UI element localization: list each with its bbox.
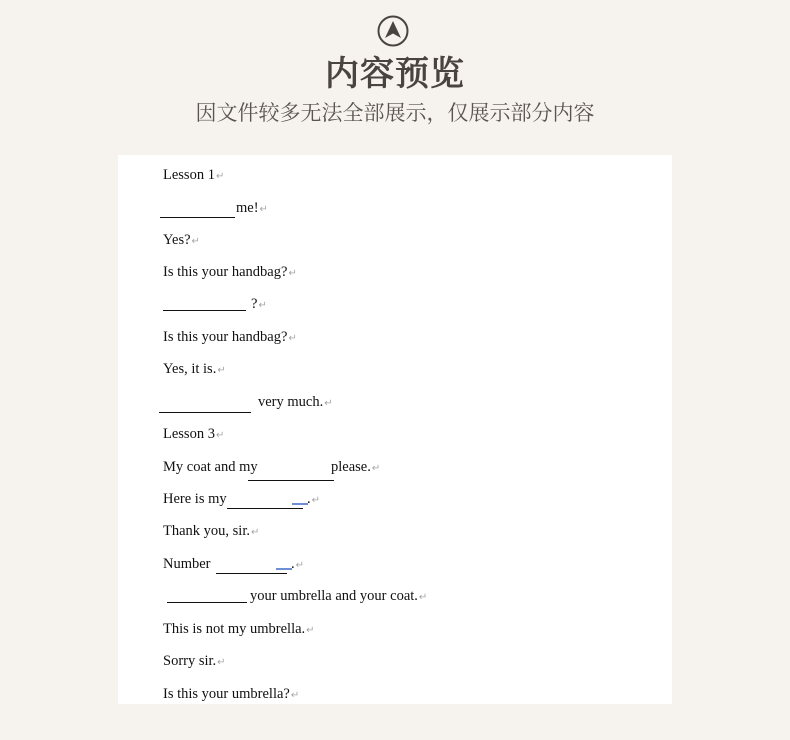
line-text: your umbrella and your coat. bbox=[250, 588, 418, 604]
page-title: 内容预览 bbox=[325, 54, 465, 94]
paragraph-mark-icon: ↵ bbox=[288, 268, 297, 279]
fill-blank bbox=[159, 412, 251, 413]
paragraph-mark-icon: ↵ bbox=[258, 300, 267, 311]
paragraph-mark-icon: ↵ bbox=[311, 495, 321, 506]
line-text: . bbox=[291, 556, 295, 572]
fill-blank bbox=[216, 573, 287, 574]
line-text: Thank you, sir. bbox=[163, 523, 250, 539]
line-text: ? bbox=[251, 296, 258, 312]
paragraph-mark-icon: ↵ bbox=[288, 333, 297, 344]
line-text: Yes? bbox=[163, 232, 191, 248]
spellcheck-mark bbox=[276, 568, 292, 570]
page-subtitle: 因文件较多无法全部展示，仅展示部分内容 bbox=[195, 101, 595, 125]
line-text: Sorry sir. bbox=[163, 653, 217, 669]
line-text: Is this your handbag? bbox=[163, 329, 288, 345]
fill-blank bbox=[167, 602, 247, 603]
paragraph-mark-icon: ↵ bbox=[191, 236, 200, 247]
line-text: very much. bbox=[258, 394, 324, 410]
line-text: Lesson 3 bbox=[163, 426, 215, 442]
line-text: . bbox=[307, 491, 311, 507]
line-text: me! bbox=[236, 200, 259, 216]
line-text: Here is my bbox=[163, 491, 227, 507]
line-text: Yes, it is. bbox=[163, 361, 217, 377]
paragraph-mark-icon: ↵ bbox=[251, 527, 260, 538]
paragraph-mark-icon: ↵ bbox=[259, 204, 268, 215]
line-text: Is this your umbrella? bbox=[163, 686, 290, 702]
line-text: Is this your handbag? bbox=[163, 264, 288, 280]
paragraph-mark-icon: ↵ bbox=[217, 365, 226, 376]
paragraph-mark-icon: ↵ bbox=[295, 560, 305, 571]
paragraph-mark-icon: ↵ bbox=[215, 171, 225, 182]
line-text: Lesson 1 bbox=[163, 167, 215, 183]
fill-blank bbox=[227, 508, 303, 509]
fill-blank bbox=[248, 480, 334, 481]
paragraph-mark-icon: ↵ bbox=[217, 657, 226, 668]
arrow-up-circle-icon bbox=[377, 15, 409, 47]
paragraph-mark-icon: ↵ bbox=[418, 592, 428, 603]
fill-blank bbox=[163, 310, 246, 311]
paragraph-mark-icon: ↵ bbox=[290, 690, 300, 701]
line-text: Number bbox=[163, 556, 211, 572]
spellcheck-mark bbox=[292, 503, 308, 505]
preview-header bbox=[0, 0, 790, 150]
line-text: My coat and my bbox=[163, 459, 258, 475]
paragraph-mark-icon: ↵ bbox=[371, 463, 381, 474]
line-text: This is not my umbrella. bbox=[163, 621, 306, 637]
line-text: please. bbox=[331, 459, 371, 475]
paragraph-mark-icon: ↵ bbox=[215, 430, 225, 441]
paragraph-mark-icon: ↵ bbox=[306, 625, 315, 636]
fill-blank bbox=[160, 217, 235, 218]
document-page bbox=[118, 155, 672, 704]
paragraph-mark-icon: ↵ bbox=[324, 398, 333, 409]
